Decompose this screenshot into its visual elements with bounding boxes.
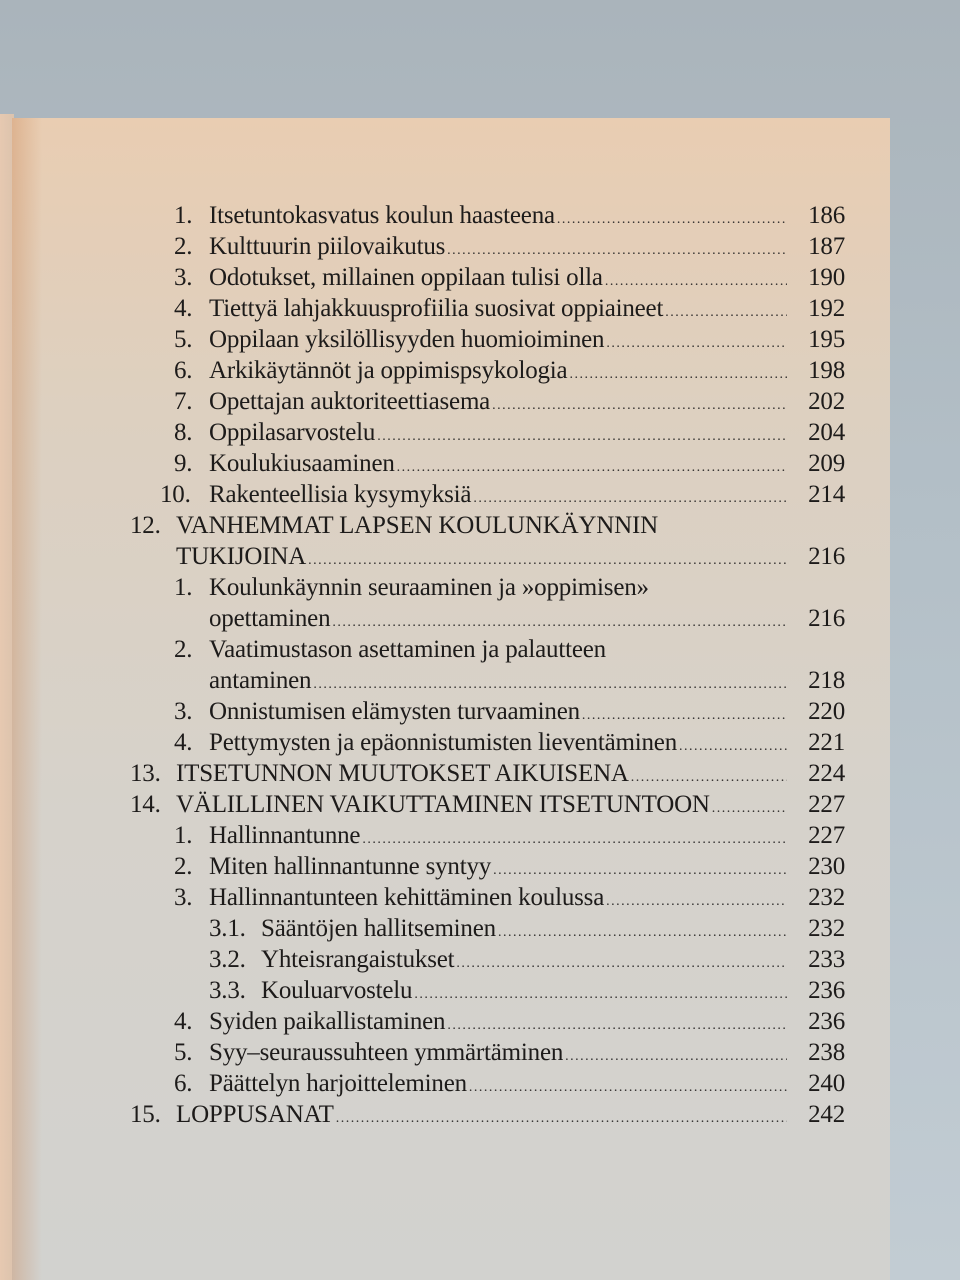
entry-number: 1.	[174, 822, 193, 849]
entry-number: 1.	[174, 574, 193, 601]
toc-entry	[130, 696, 845, 727]
entry-title: Päättelyn harjoitteleminen	[209, 1070, 467, 1097]
entry-number: 3.1.	[209, 915, 246, 942]
entry-number: 15.	[130, 1101, 161, 1128]
entry-number: 4.	[174, 729, 193, 756]
entry-title: ITSETUNNON MUUTOKSET AIKUISENA	[176, 760, 629, 787]
entry-page-number: 232	[808, 884, 845, 911]
entry-number: 9.	[174, 450, 193, 477]
entry-page-number: 218	[808, 667, 845, 694]
entry-page-number: 204	[808, 419, 845, 446]
entry-page-number: 198	[808, 357, 845, 384]
toc-entry	[130, 417, 845, 448]
entry-title: Kouluarvostelu	[261, 977, 413, 1004]
entry-page-number: 220	[808, 698, 845, 725]
entry-page-number: 224	[808, 760, 845, 787]
entry-title: Kulttuurin piilovaikutus	[209, 233, 446, 260]
entry-page-number: 227	[808, 791, 845, 818]
toc-entry	[130, 820, 845, 851]
entry-number: 4.	[174, 1008, 193, 1035]
entry-page-number: 233	[808, 946, 845, 973]
entry-page-number: 236	[808, 1008, 845, 1035]
entry-number: 12.	[130, 512, 161, 539]
entry-title: Koulunkäynnin seuraaminen ja »oppimisen»	[209, 574, 649, 601]
toc-entry	[130, 882, 845, 913]
entry-page-number: 221	[808, 729, 845, 756]
entry-title: Arkikäytännöt ja oppimispsykologia	[209, 357, 568, 384]
entry-page-number: 214	[808, 481, 845, 508]
toc-chapter-entry	[130, 1099, 845, 1130]
toc-entry	[130, 1068, 845, 1099]
toc-entry	[130, 324, 845, 355]
toc-subsection-entry	[130, 944, 845, 975]
toc-entry	[130, 386, 845, 417]
entry-page-number: 187	[808, 233, 845, 260]
entry-title: Oppilasarvostelu	[209, 419, 376, 446]
entry-title-continuation: opettaminen	[209, 605, 331, 632]
entry-title: Odotukset, millainen oppilaan tulisi olla	[209, 264, 603, 291]
toc-entry	[130, 200, 845, 231]
entry-title: Onnistumisen elämysten turvaaminen	[209, 698, 580, 725]
toc-chapter-entry	[130, 758, 845, 789]
entry-number: 3.	[174, 884, 193, 911]
toc-chapter-entry	[130, 789, 845, 820]
entry-page-number: 186	[808, 202, 845, 229]
entry-title: Oppilaan yksilöllisyyden huomioiminen	[209, 326, 605, 353]
entry-page-number: 192	[808, 295, 845, 322]
toc-subsection-entry	[130, 913, 845, 944]
table-of-contents	[130, 200, 845, 1130]
entry-title: Syiden paikallistaminen	[209, 1008, 446, 1035]
entry-number: 3.	[174, 698, 193, 725]
entry-title: LOPPUSANAT	[176, 1101, 334, 1128]
toc-chapter-entry-continuation	[130, 541, 845, 572]
entry-number: 7.	[174, 388, 193, 415]
entry-title: Rakenteellisia kysymyksiä	[209, 481, 472, 508]
entry-title: Pettymysten ja epäonnistumisten lieventäminen	[209, 729, 677, 756]
toc-entry	[130, 355, 845, 386]
toc-entry	[130, 1037, 845, 1068]
entry-number: 3.3.	[209, 977, 246, 1004]
entry-page-number: 236	[808, 977, 845, 1004]
entry-number: 4.	[174, 295, 193, 322]
entry-title: VANHEMMAT LAPSEN KOULUNKÄYNNIN	[176, 512, 658, 539]
entry-number: 13.	[130, 760, 161, 787]
entry-number: 5.	[174, 326, 193, 353]
toc-entry	[116, 479, 845, 510]
entry-title: Koulukiusaaminen	[209, 450, 395, 477]
toc-entry	[130, 634, 845, 665]
entry-number: 3.2.	[209, 946, 246, 973]
entry-number: 3.	[174, 264, 193, 291]
entry-title: Vaatimustason asettaminen ja palautteen	[209, 636, 606, 663]
entry-title: Tiettyä lahjakkuusprofiilia suosivat oppiaineet	[209, 295, 664, 322]
entry-number: 1.	[174, 202, 193, 229]
entry-number: 2.	[174, 853, 193, 880]
entry-page-number: 190	[808, 264, 845, 291]
entry-page-number: 240	[808, 1070, 845, 1097]
entry-number: 2.	[174, 233, 193, 260]
entry-number: 6.	[174, 357, 193, 384]
entry-number: 10.	[160, 481, 191, 508]
page-gutter-shadow	[12, 118, 42, 1280]
entry-number: 14.	[130, 791, 161, 818]
entry-page-number: 202	[808, 388, 845, 415]
entry-page-number: 242	[808, 1101, 845, 1128]
entry-page-number: 227	[808, 822, 845, 849]
toc-entry-continuation	[130, 665, 845, 696]
entry-title: Opettajan auktoriteettiasema	[209, 388, 491, 415]
entry-title-continuation: antaminen	[209, 667, 312, 694]
entry-number: 5.	[174, 1039, 193, 1066]
entry-title: Yhteisrangaistukset	[261, 946, 455, 973]
entry-page-number: 195	[808, 326, 845, 353]
entry-title: Hallinnantunteen kehittäminen koulussa	[209, 884, 605, 911]
toc-chapter-entry	[130, 510, 845, 541]
toc-subsection-entry	[130, 975, 845, 1006]
entry-title: VÄLILLINEN VAIKUTTAMINEN ITSETUNTOON	[176, 791, 710, 818]
toc-entry-continuation	[130, 603, 845, 634]
entry-title-continuation: TUKIJOINA	[176, 543, 307, 570]
entry-page-number: 216	[808, 543, 845, 570]
entry-page-number: 216	[808, 605, 845, 632]
toc-entry	[130, 262, 845, 293]
leader-dots	[336, 1103, 787, 1134]
entry-page-number: 238	[808, 1039, 845, 1066]
entry-number: 8.	[174, 419, 193, 446]
entry-title: Syy–seuraussuhteen ymmärtäminen	[209, 1039, 564, 1066]
toc-entry	[130, 231, 845, 262]
toc-entry	[130, 851, 845, 882]
toc-entry	[130, 1006, 845, 1037]
entry-title: Miten hallinnantunne syntyy	[209, 853, 492, 880]
entry-title: Itsetuntokasvatus koulun haasteena	[209, 202, 555, 229]
toc-entry	[130, 293, 845, 324]
entry-title: Hallinnantunne	[209, 822, 361, 849]
entry-number: 6.	[174, 1070, 193, 1097]
toc-entry	[130, 448, 845, 479]
toc-entry	[130, 572, 845, 603]
entry-page-number: 232	[808, 915, 845, 942]
toc-entry	[130, 727, 845, 758]
entry-number: 2.	[174, 636, 193, 663]
entry-title: Sääntöjen hallitseminen	[261, 915, 496, 942]
entry-page-number: 230	[808, 853, 845, 880]
entry-page-number: 209	[808, 450, 845, 477]
